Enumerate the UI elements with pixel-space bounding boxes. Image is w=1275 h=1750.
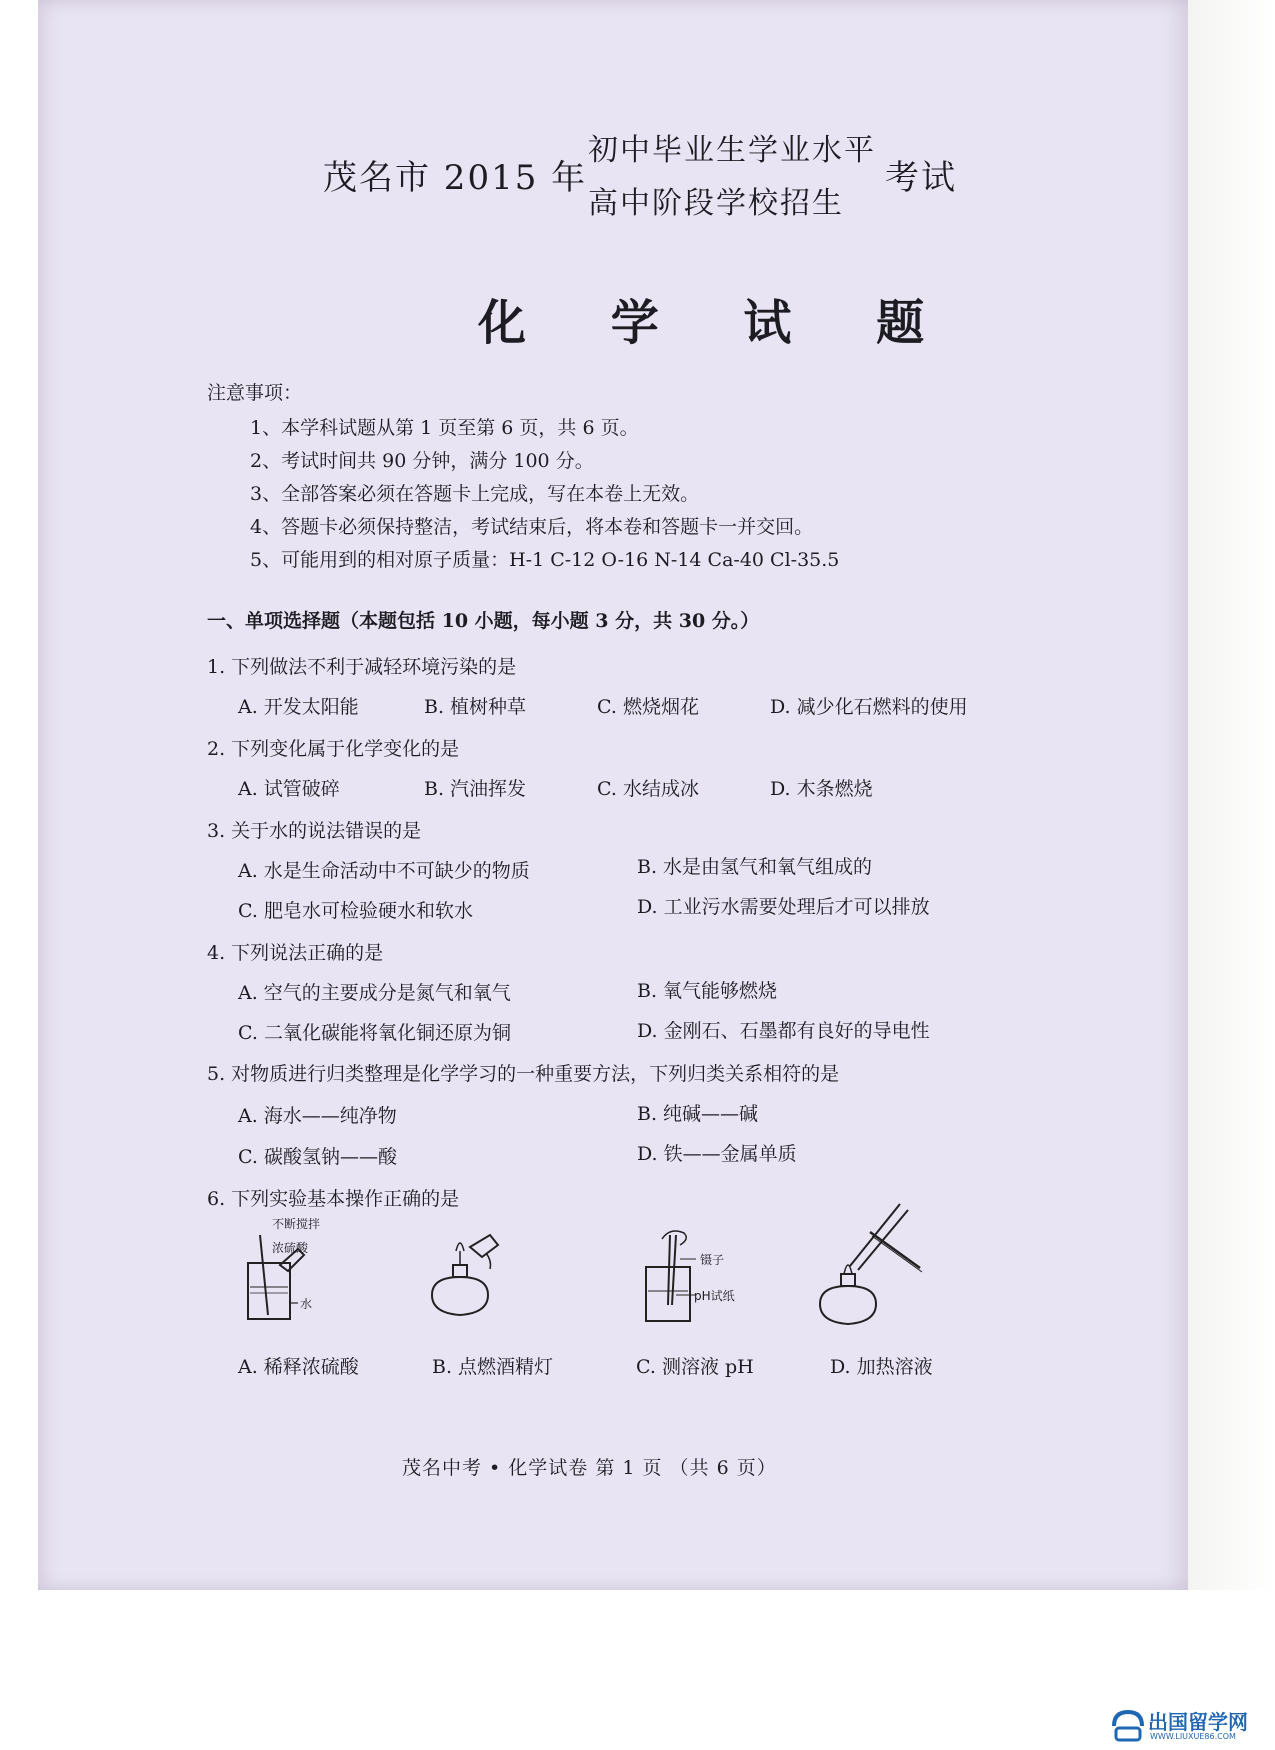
option-a: A. 试管破碎 xyxy=(238,778,340,800)
option-c: C. 燃烧烟花 xyxy=(597,696,699,718)
logo-name: 出国留学网 xyxy=(1148,1710,1248,1734)
option-d: D. 工业污水需要处理后才可以排放 xyxy=(637,896,930,918)
option-a: A. 开发太阳能 xyxy=(238,696,359,718)
heating-illustration xyxy=(810,1200,930,1330)
option-b: B. 纯碱——碱 xyxy=(637,1103,759,1125)
option-a: A. 空气的主要成分是氮气和氧气 xyxy=(238,982,511,1004)
question-stem: 4. 下列说法正确的是 xyxy=(207,942,384,964)
figure-caption-b: B. 点燃酒精灯 xyxy=(432,1356,554,1378)
notice-item: 3、全部答案必须在答题卡上完成，写在本卷上无效。 xyxy=(250,483,700,505)
header-right: 考试 xyxy=(885,158,957,198)
label-acid: 浓硫酸 xyxy=(272,1241,309,1255)
question-stem: 2. 下列变化属于化学变化的是 xyxy=(207,738,460,760)
option-b: B. 汽油挥发 xyxy=(424,778,527,800)
notice-item: 2、考试时间共 90 分钟，满分 100 分。 xyxy=(250,450,594,472)
figure-caption-d: D. 加热溶液 xyxy=(830,1356,933,1378)
notice-item: 4、答题卡必须保持整洁，考试结束后，将本卷和答题卡一并交回。 xyxy=(250,516,814,538)
option-b: B. 水是由氢气和氧气组成的 xyxy=(637,856,873,878)
figure-caption-a: A. 稀释浓硫酸 xyxy=(238,1356,359,1378)
question-stem: 5. 对物质进行归类整理是化学学习的一种重要方法，下列归类关系相符的是 xyxy=(207,1063,840,1085)
option-d: D. 减少化石燃料的使用 xyxy=(770,696,968,718)
header-stack-top: 初中毕业生学业水平 xyxy=(588,133,876,168)
option-d: D. 木条燃烧 xyxy=(770,778,873,800)
header-left: 茂名市 2015 年 xyxy=(323,158,588,198)
label-tongs: 镊子 xyxy=(700,1253,725,1267)
option-a: A. 水是生命活动中不可缺少的物质 xyxy=(238,860,530,882)
page-edge xyxy=(1188,0,1275,1590)
option-c: C. 肥皂水可检验硬水和软水 xyxy=(238,900,473,922)
logo-icon xyxy=(1110,1706,1146,1746)
figure-alcohol-lamp xyxy=(420,1225,510,1325)
label-stir: 不断搅拌 xyxy=(272,1217,321,1231)
question-stem: 6. 下列实验基本操作正确的是 xyxy=(207,1188,460,1210)
lamp-illustration xyxy=(420,1225,510,1325)
option-d: D. 金刚石、石墨都有良好的导电性 xyxy=(637,1020,930,1042)
page-title: 化 学 试 题 xyxy=(478,295,959,351)
page-footer: 茂名中考 • 化学试卷 第 1 页 （共 6 页） xyxy=(402,1457,777,1479)
option-c: C. 二氧化碳能将氧化铜还原为铜 xyxy=(238,1022,511,1044)
section-title: 一、单项选择题（本题包括 10 小题，每小题 3 分，共 30 分。） xyxy=(207,610,760,632)
label-water: 水 xyxy=(300,1297,313,1311)
question-stem: 3. 关于水的说法错误的是 xyxy=(207,820,422,842)
notice-item: 1、本学科试题从第 1 页至第 6 页，共 6 页。 xyxy=(250,417,639,439)
label-ph-paper: pH试纸 xyxy=(694,1289,735,1303)
beaker-acid-illustration xyxy=(238,1215,348,1330)
option-b: B. 氧气能够燃烧 xyxy=(637,980,778,1002)
option-c: C. 碳酸氢钠——酸 xyxy=(238,1146,397,1168)
option-c: C. 水结成冰 xyxy=(597,778,699,800)
site-watermark xyxy=(1110,1700,1275,1750)
option-b: B. 植树种草 xyxy=(424,696,527,718)
header-stack-bottom: 高中阶段学校招生 xyxy=(588,186,844,221)
notice-item: 5、可能用到的相对原子质量：H-1 C-12 O-16 N-14 Ca-40 Cl-35.5 xyxy=(250,549,840,571)
question-stem: 1. 下列做法不利于减轻环境污染的是 xyxy=(207,656,517,678)
logo-url: WWW.LIUXUE86.COM xyxy=(1150,1732,1236,1741)
figure-caption-c: C. 测溶液 pH xyxy=(636,1356,754,1378)
figure-heating xyxy=(810,1200,930,1330)
option-a: A. 海水——纯净物 xyxy=(238,1105,397,1127)
ph-test-illustration xyxy=(640,1225,770,1330)
figure-ph-test xyxy=(640,1225,770,1330)
notice-heading: 注意事项： xyxy=(207,382,303,404)
figure-dilute-acid xyxy=(238,1215,348,1330)
option-d: D. 铁——金属单质 xyxy=(637,1143,797,1165)
